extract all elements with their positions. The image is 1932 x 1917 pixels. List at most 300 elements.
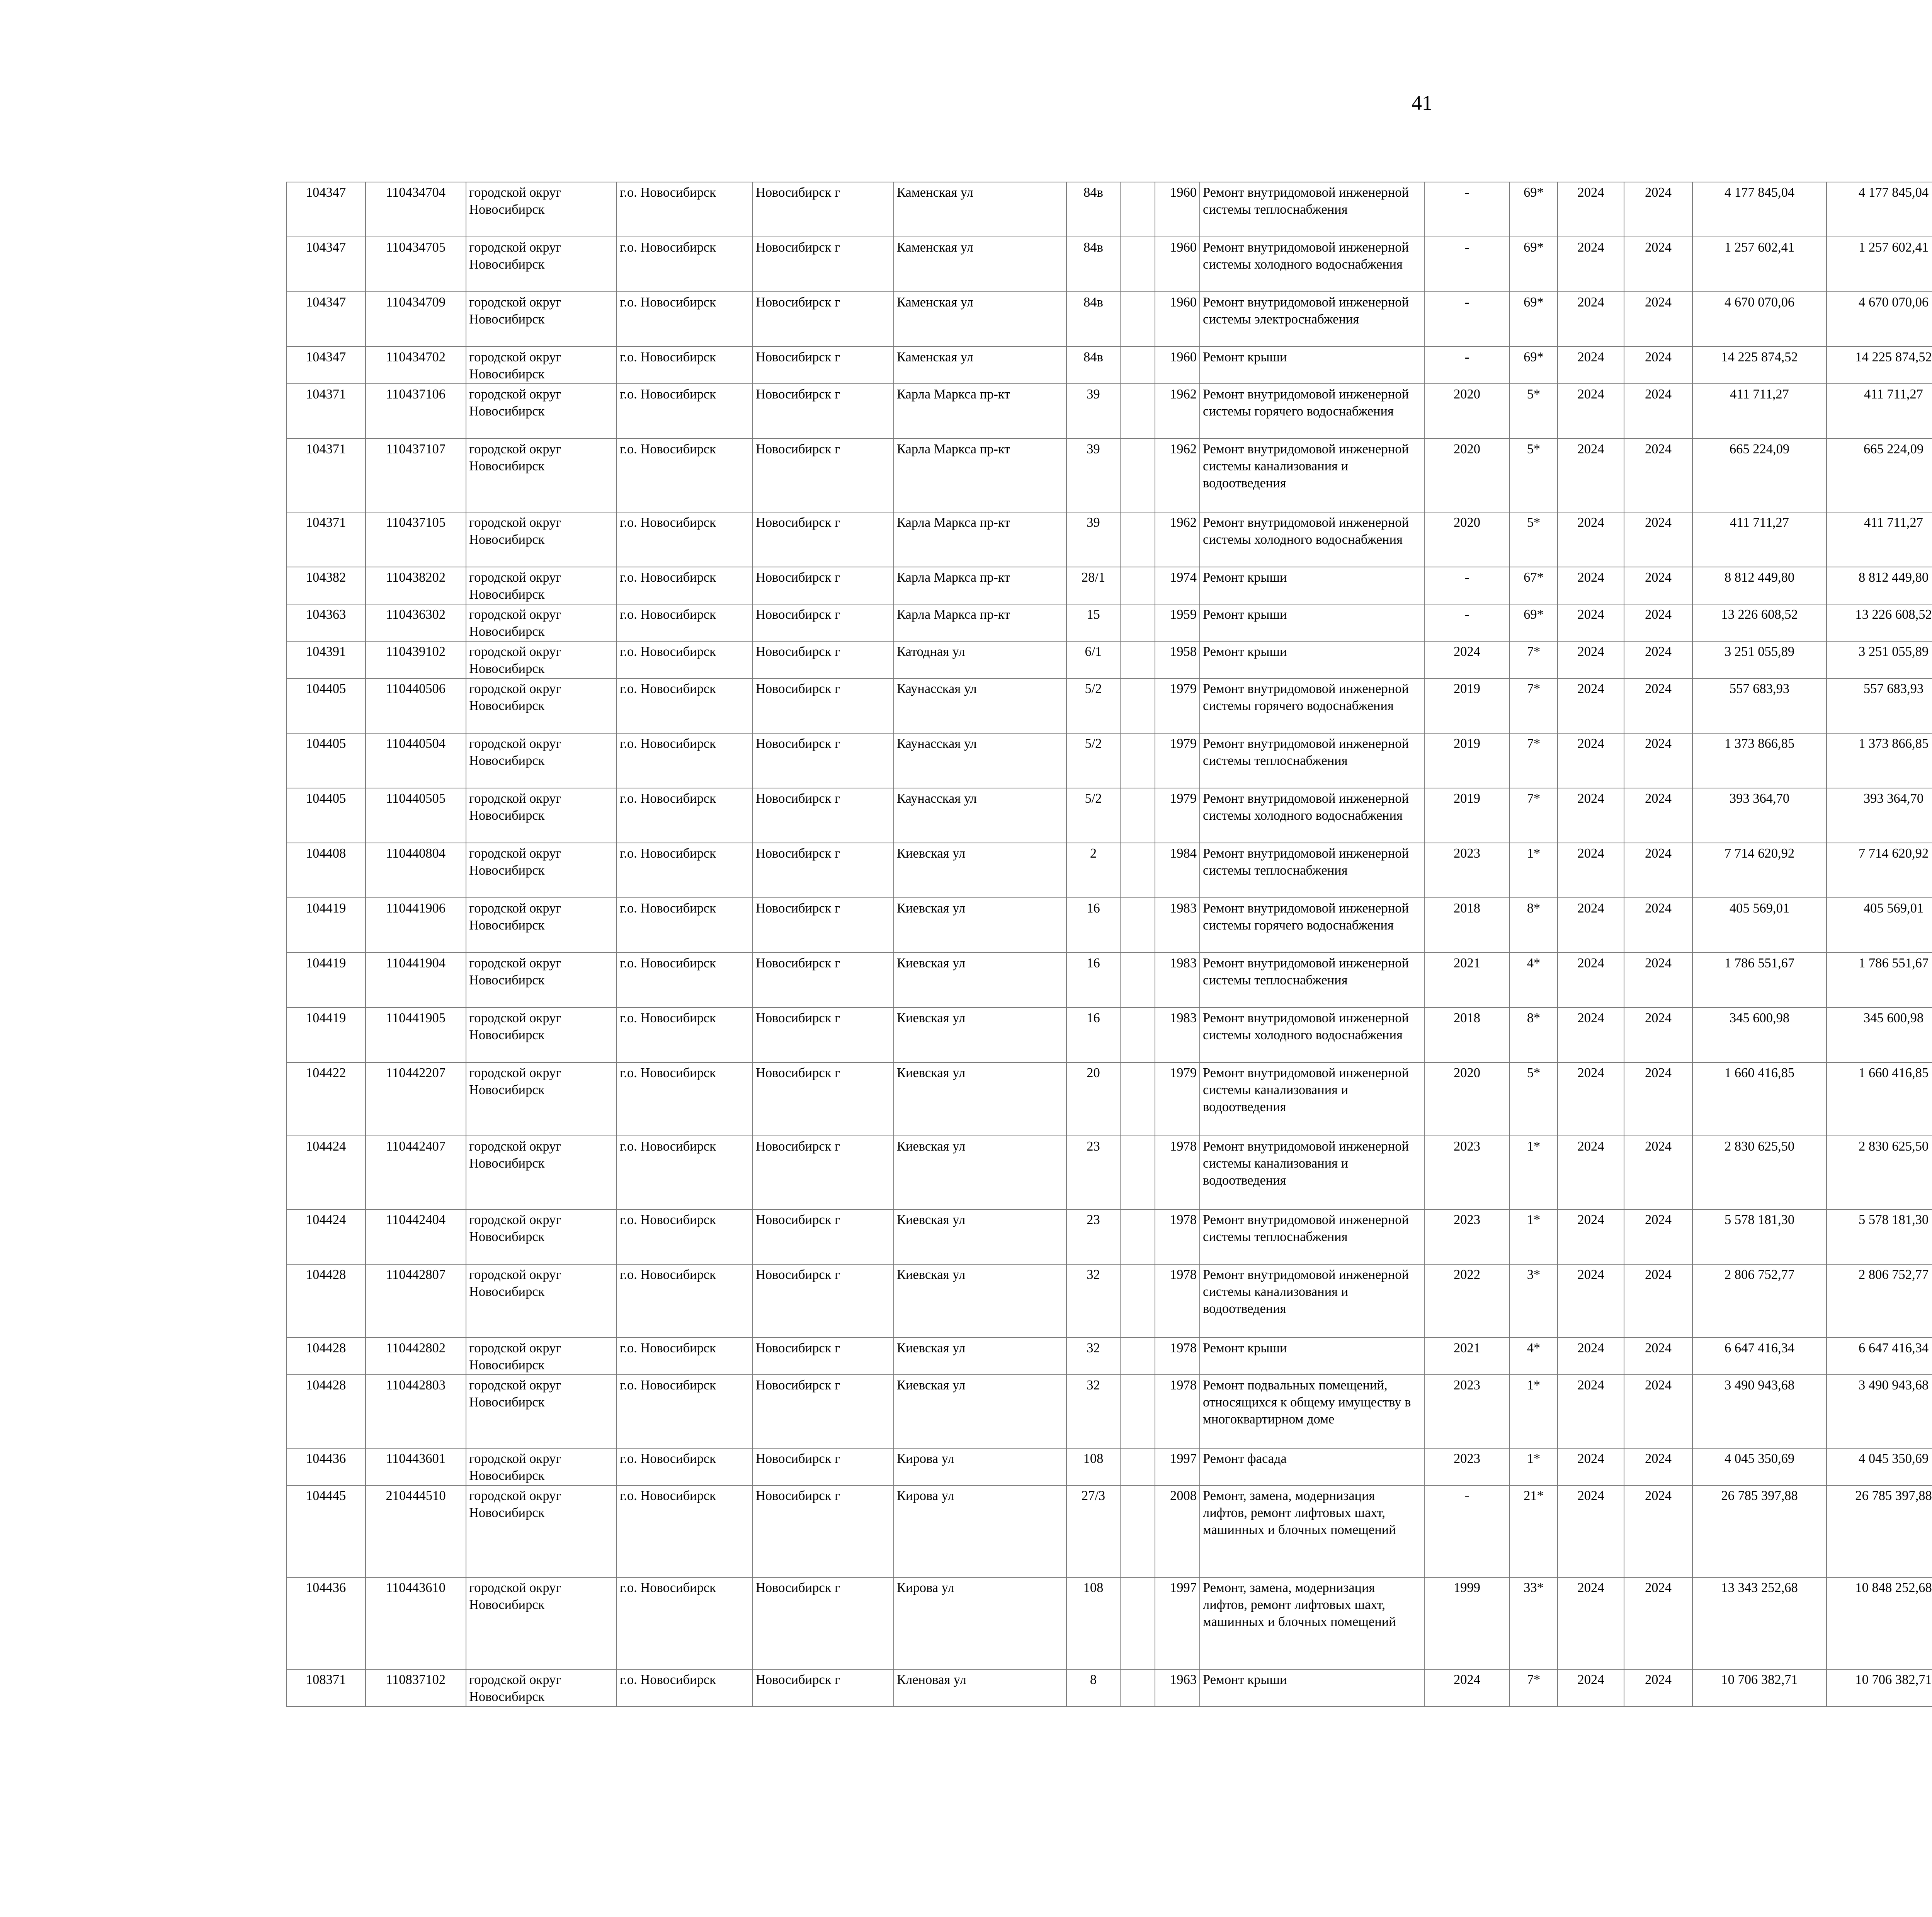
total-cost-cell: 1 373 866,85 xyxy=(1692,733,1827,788)
priority-cell: 5* xyxy=(1510,512,1558,567)
municipality-cell: г.о. Новосибирск xyxy=(617,1485,753,1577)
locality-cell: Новосибирск г xyxy=(753,678,894,733)
total-cost-cell: 26 785 397,88 xyxy=(1692,1485,1827,1577)
building-cell xyxy=(1120,1136,1155,1209)
municipal-district-cell: городской округ Новосибирск xyxy=(466,1209,617,1264)
work-id-cell: 110437107 xyxy=(366,439,466,512)
building-cell xyxy=(1120,898,1155,953)
locality-cell: Новосибирск г xyxy=(753,843,894,898)
registry-number-cell: 104424 xyxy=(286,1136,366,1209)
last-repair-year-cell: 2023 xyxy=(1424,843,1510,898)
last-repair-year-cell: 2023 xyxy=(1424,1375,1510,1448)
building-cell xyxy=(1120,604,1155,641)
table-row xyxy=(286,1669,1932,1706)
house-number-cell: 5/2 xyxy=(1066,733,1120,788)
work-id-cell: 110440506 xyxy=(366,678,466,733)
end-year-cell: 2024 xyxy=(1624,1485,1692,1577)
work-type-cell: Ремонт, замена, модернизация лифтов, ремонт лифтовых шахт, машинных и блочных помещений xyxy=(1200,1485,1424,1577)
street-cell: Каменская ул xyxy=(894,292,1066,347)
registry-number-cell: 104347 xyxy=(286,182,366,237)
work-id-cell: 110442207 xyxy=(366,1062,466,1136)
work-type-cell: Ремонт внутридомовой инженерной системы горячего водоснабжения xyxy=(1200,678,1424,733)
house-number-cell: 23 xyxy=(1066,1136,1120,1209)
locality-cell: Новосибирск г xyxy=(753,788,894,843)
total-cost-cell: 1 257 602,41 xyxy=(1692,237,1827,292)
street-cell: Карла Маркса пр-кт xyxy=(894,567,1066,604)
municipality-cell: г.о. Новосибирск xyxy=(617,1136,753,1209)
table-row xyxy=(286,1264,1932,1338)
start-year-cell: 2024 xyxy=(1558,1448,1624,1485)
building-cell xyxy=(1120,1375,1155,1448)
end-year-cell: 2024 xyxy=(1624,641,1692,678)
priority-cell: 1* xyxy=(1510,1375,1558,1448)
end-year-cell: 2024 xyxy=(1624,292,1692,347)
table-row xyxy=(286,1448,1932,1485)
building-cell xyxy=(1120,733,1155,788)
locality-cell: Новосибирск г xyxy=(753,384,894,439)
priority-cell: 1* xyxy=(1510,1448,1558,1485)
municipality-cell: г.о. Новосибирск xyxy=(617,292,753,347)
street-cell: Киевская ул xyxy=(894,898,1066,953)
house-number-cell: 5/2 xyxy=(1066,788,1120,843)
registry-number-cell: 104371 xyxy=(286,439,366,512)
end-year-cell: 2024 xyxy=(1624,1062,1692,1136)
registry-number-cell: 104436 xyxy=(286,1448,366,1485)
house-number-cell: 39 xyxy=(1066,384,1120,439)
municipality-cell: г.о. Новосибирск xyxy=(617,843,753,898)
total-cost-cell: 411 711,27 xyxy=(1692,384,1827,439)
work-type-cell: Ремонт, замена, модернизация лифтов, ремонт лифтовых шахт, машинных и блочных помещений xyxy=(1200,1577,1424,1669)
table-row xyxy=(286,384,1932,439)
year-built-cell: 1978 xyxy=(1155,1375,1200,1448)
locality-cell: Новосибирск г xyxy=(753,567,894,604)
street-cell: Киевская ул xyxy=(894,1375,1066,1448)
street-cell: Киевская ул xyxy=(894,1136,1066,1209)
municipality-cell: г.о. Новосибирск xyxy=(617,1062,753,1136)
work-id-cell: 110434702 xyxy=(366,347,466,384)
municipal-district-cell: городской округ Новосибирск xyxy=(466,733,617,788)
end-year-cell: 2024 xyxy=(1624,567,1692,604)
year-built-cell: 1959 xyxy=(1155,604,1200,641)
fund-cost-cell: 4 045 350,69 xyxy=(1827,1448,1932,1485)
municipal-district-cell: городской округ Новосибирск xyxy=(466,843,617,898)
work-type-cell: Ремонт подвальных помещений, относящихся к общему имуществу в многоквартирном доме xyxy=(1200,1375,1424,1448)
street-cell: Кленовая ул xyxy=(894,1669,1066,1706)
house-number-cell: 15 xyxy=(1066,604,1120,641)
start-year-cell: 2024 xyxy=(1558,1264,1624,1338)
total-cost-cell: 8 812 449,80 xyxy=(1692,567,1827,604)
municipal-district-cell: городской округ Новосибирск xyxy=(466,237,617,292)
start-year-cell: 2024 xyxy=(1558,678,1624,733)
street-cell: Киевская ул xyxy=(894,843,1066,898)
municipal-district-cell: городской округ Новосибирск xyxy=(466,604,617,641)
year-built-cell: 1978 xyxy=(1155,1338,1200,1375)
year-built-cell: 1978 xyxy=(1155,1209,1200,1264)
total-cost-cell: 4 045 350,69 xyxy=(1692,1448,1827,1485)
municipal-district-cell: городской округ Новосибирск xyxy=(466,1485,617,1577)
municipality-cell: г.о. Новосибирск xyxy=(617,678,753,733)
work-type-cell: Ремонт внутридомовой инженерной системы холодного водоснабжения xyxy=(1200,512,1424,567)
fund-cost-cell: 411 711,27 xyxy=(1827,384,1932,439)
year-built-cell: 1978 xyxy=(1155,1264,1200,1338)
end-year-cell: 2024 xyxy=(1624,1136,1692,1209)
locality-cell: Новосибирск г xyxy=(753,604,894,641)
work-id-cell: 110442407 xyxy=(366,1136,466,1209)
fund-cost-cell: 10 848 252,68 xyxy=(1827,1577,1932,1669)
locality-cell: Новосибирск г xyxy=(753,512,894,567)
municipality-cell: г.о. Новосибирск xyxy=(617,1209,753,1264)
start-year-cell: 2024 xyxy=(1558,1062,1624,1136)
house-number-cell: 32 xyxy=(1066,1375,1120,1448)
last-repair-year-cell: 2024 xyxy=(1424,1669,1510,1706)
year-built-cell: 1997 xyxy=(1155,1448,1200,1485)
registry-number-cell: 104419 xyxy=(286,898,366,953)
work-id-cell: 110437105 xyxy=(366,512,466,567)
page-number: 41 xyxy=(1412,91,1432,114)
municipal-district-cell: городской округ Новосибирск xyxy=(466,1577,617,1669)
end-year-cell: 2024 xyxy=(1624,1008,1692,1062)
priority-cell: 69* xyxy=(1510,292,1558,347)
last-repair-year-cell: - xyxy=(1424,567,1510,604)
priority-cell: 8* xyxy=(1510,1008,1558,1062)
fund-cost-cell: 405 569,01 xyxy=(1827,898,1932,953)
work-id-cell: 110442803 xyxy=(366,1375,466,1448)
registry-number-cell: 104347 xyxy=(286,347,366,384)
locality-cell: Новосибирск г xyxy=(753,953,894,1008)
year-built-cell: 1962 xyxy=(1155,384,1200,439)
year-built-cell: 2008 xyxy=(1155,1485,1200,1577)
house-number-cell: 39 xyxy=(1066,439,1120,512)
total-cost-cell: 665 224,09 xyxy=(1692,439,1827,512)
locality-cell: Новосибирск г xyxy=(753,439,894,512)
work-id-cell: 110443610 xyxy=(366,1577,466,1669)
year-built-cell: 1958 xyxy=(1155,641,1200,678)
end-year-cell: 2024 xyxy=(1624,1669,1692,1706)
table-row xyxy=(286,237,1932,292)
priority-cell: 3* xyxy=(1510,1264,1558,1338)
municipality-cell: г.о. Новосибирск xyxy=(617,567,753,604)
start-year-cell: 2024 xyxy=(1558,953,1624,1008)
start-year-cell: 2024 xyxy=(1558,788,1624,843)
house-number-cell: 8 xyxy=(1066,1669,1120,1706)
table-row xyxy=(286,347,1932,384)
municipality-cell: г.о. Новосибирск xyxy=(617,1375,753,1448)
registry-number-cell: 104424 xyxy=(286,1209,366,1264)
total-cost-cell: 10 706 382,71 xyxy=(1692,1669,1827,1706)
last-repair-year-cell: - xyxy=(1424,292,1510,347)
last-repair-year-cell: 2019 xyxy=(1424,733,1510,788)
year-built-cell: 1963 xyxy=(1155,1669,1200,1706)
year-built-cell: 1960 xyxy=(1155,182,1200,237)
municipality-cell: г.о. Новосибирск xyxy=(617,898,753,953)
street-cell: Кирова ул xyxy=(894,1485,1066,1577)
municipal-district-cell: городской округ Новосибирск xyxy=(466,1669,617,1706)
last-repair-year-cell: 2023 xyxy=(1424,1209,1510,1264)
start-year-cell: 2024 xyxy=(1558,898,1624,953)
registry-number-cell: 104347 xyxy=(286,292,366,347)
priority-cell: 7* xyxy=(1510,1669,1558,1706)
municipality-cell: г.о. Новосибирск xyxy=(617,1008,753,1062)
table-row xyxy=(286,439,1932,512)
table-row xyxy=(286,567,1932,604)
work-type-cell: Ремонт фасада xyxy=(1200,1448,1424,1485)
start-year-cell: 2024 xyxy=(1558,237,1624,292)
start-year-cell: 2024 xyxy=(1558,347,1624,384)
building-cell xyxy=(1120,439,1155,512)
work-type-cell: Ремонт крыши xyxy=(1200,567,1424,604)
start-year-cell: 2024 xyxy=(1558,1338,1624,1375)
year-built-cell: 1978 xyxy=(1155,1136,1200,1209)
table-row xyxy=(286,604,1932,641)
work-id-cell: 110434704 xyxy=(366,182,466,237)
work-id-cell: 210444510 xyxy=(366,1485,466,1577)
end-year-cell: 2024 xyxy=(1624,604,1692,641)
fund-cost-cell: 13 226 608,52 xyxy=(1827,604,1932,641)
last-repair-year-cell: - xyxy=(1424,182,1510,237)
fund-cost-cell: 3 490 943,68 xyxy=(1827,1375,1932,1448)
building-cell xyxy=(1120,1264,1155,1338)
locality-cell: Новосибирск г xyxy=(753,1485,894,1577)
fund-cost-cell: 5 578 181,30 xyxy=(1827,1209,1932,1264)
building-cell xyxy=(1120,512,1155,567)
locality-cell: Новосибирск г xyxy=(753,1008,894,1062)
year-built-cell: 1983 xyxy=(1155,1008,1200,1062)
start-year-cell: 2024 xyxy=(1558,604,1624,641)
street-cell: Каунасская ул xyxy=(894,788,1066,843)
priority-cell: 1* xyxy=(1510,1209,1558,1264)
fund-cost-cell: 1 786 551,67 xyxy=(1827,953,1932,1008)
street-cell: Карла Маркса пр-кт xyxy=(894,512,1066,567)
work-id-cell: 110434705 xyxy=(366,237,466,292)
street-cell: Киевская ул xyxy=(894,1209,1066,1264)
registry-number-cell: 104422 xyxy=(286,1062,366,1136)
total-cost-cell: 4 670 070,06 xyxy=(1692,292,1827,347)
total-cost-cell: 405 569,01 xyxy=(1692,898,1827,953)
registry-number-cell: 104419 xyxy=(286,1008,366,1062)
fund-cost-cell: 4 670 070,06 xyxy=(1827,292,1932,347)
table-row xyxy=(286,1375,1932,1448)
end-year-cell: 2024 xyxy=(1624,182,1692,237)
registry-number-cell: 104371 xyxy=(286,512,366,567)
last-repair-year-cell: - xyxy=(1424,604,1510,641)
building-cell xyxy=(1120,843,1155,898)
priority-cell: 7* xyxy=(1510,678,1558,733)
last-repair-year-cell: 2023 xyxy=(1424,1448,1510,1485)
street-cell: Каунасская ул xyxy=(894,733,1066,788)
locality-cell: Новосибирск г xyxy=(753,1448,894,1485)
year-built-cell: 1983 xyxy=(1155,898,1200,953)
street-cell: Карла Маркса пр-кт xyxy=(894,439,1066,512)
municipality-cell: г.о. Новосибирск xyxy=(617,347,753,384)
fund-cost-cell: 345 600,98 xyxy=(1827,1008,1932,1062)
priority-cell: 33* xyxy=(1510,1577,1558,1669)
registry-number-cell: 104428 xyxy=(286,1375,366,1448)
street-cell: Киевская ул xyxy=(894,953,1066,1008)
building-cell xyxy=(1120,1209,1155,1264)
municipal-district-cell: городской округ Новосибирск xyxy=(466,1338,617,1375)
work-type-cell: Ремонт внутридомовой инженерной системы холодного водоснабжения xyxy=(1200,788,1424,843)
priority-cell: 69* xyxy=(1510,347,1558,384)
municipality-cell: г.о. Новосибирск xyxy=(617,788,753,843)
municipal-district-cell: городской округ Новосибирск xyxy=(466,898,617,953)
work-id-cell: 110439102 xyxy=(366,641,466,678)
year-built-cell: 1983 xyxy=(1155,953,1200,1008)
work-id-cell: 110437106 xyxy=(366,384,466,439)
start-year-cell: 2024 xyxy=(1558,1008,1624,1062)
municipal-district-cell: городской округ Новосибирск xyxy=(466,182,617,237)
last-repair-year-cell: 2019 xyxy=(1424,678,1510,733)
last-repair-year-cell: 2020 xyxy=(1424,439,1510,512)
registry-number-cell: 104405 xyxy=(286,788,366,843)
locality-cell: Новосибирск г xyxy=(753,1209,894,1264)
municipality-cell: г.о. Новосибирск xyxy=(617,1448,753,1485)
locality-cell: Новосибирск г xyxy=(753,733,894,788)
street-cell: Катодная ул xyxy=(894,641,1066,678)
year-built-cell: 1960 xyxy=(1155,292,1200,347)
year-built-cell: 1962 xyxy=(1155,512,1200,567)
works-table-container xyxy=(286,182,1932,1707)
work-type-cell: Ремонт внутридомовой инженерной системы теплоснабжения xyxy=(1200,953,1424,1008)
fund-cost-cell: 2 830 625,50 xyxy=(1827,1136,1932,1209)
municipality-cell: г.о. Новосибирск xyxy=(617,1264,753,1338)
locality-cell: Новосибирск г xyxy=(753,1577,894,1669)
table-row xyxy=(286,843,1932,898)
end-year-cell: 2024 xyxy=(1624,953,1692,1008)
priority-cell: 7* xyxy=(1510,641,1558,678)
building-cell xyxy=(1120,1485,1155,1577)
locality-cell: Новосибирск г xyxy=(753,1669,894,1706)
fund-cost-cell: 1 373 866,85 xyxy=(1827,733,1932,788)
municipal-district-cell: городской округ Новосибирск xyxy=(466,953,617,1008)
work-type-cell: Ремонт внутридомовой инженерной системы горячего водоснабжения xyxy=(1200,898,1424,953)
building-cell xyxy=(1120,292,1155,347)
priority-cell: 21* xyxy=(1510,1485,1558,1577)
total-cost-cell: 1 660 416,85 xyxy=(1692,1062,1827,1136)
municipal-district-cell: городской округ Новосибирск xyxy=(466,292,617,347)
last-repair-year-cell: 2019 xyxy=(1424,788,1510,843)
municipality-cell: г.о. Новосибирск xyxy=(617,1338,753,1375)
municipal-district-cell: городской округ Новосибирск xyxy=(466,347,617,384)
house-number-cell: 27/3 xyxy=(1066,1485,1120,1577)
fund-cost-cell: 393 364,70 xyxy=(1827,788,1932,843)
last-repair-year-cell: 1999 xyxy=(1424,1577,1510,1669)
total-cost-cell: 7 714 620,92 xyxy=(1692,843,1827,898)
registry-number-cell: 108371 xyxy=(286,1669,366,1706)
year-built-cell: 1960 xyxy=(1155,347,1200,384)
registry-number-cell: 104405 xyxy=(286,678,366,733)
work-type-cell: Ремонт внутридомовой инженерной системы холодного водоснабжения xyxy=(1200,237,1424,292)
house-number-cell: 84в xyxy=(1066,292,1120,347)
building-cell xyxy=(1120,788,1155,843)
municipal-district-cell: городской округ Новосибирск xyxy=(466,1448,617,1485)
total-cost-cell: 13 343 252,68 xyxy=(1692,1577,1827,1669)
year-built-cell: 1962 xyxy=(1155,439,1200,512)
table-row xyxy=(286,733,1932,788)
table-row xyxy=(286,1136,1932,1209)
start-year-cell: 2024 xyxy=(1558,1485,1624,1577)
work-type-cell: Ремонт крыши xyxy=(1200,347,1424,384)
end-year-cell: 2024 xyxy=(1624,678,1692,733)
fund-cost-cell: 2 806 752,77 xyxy=(1827,1264,1932,1338)
locality-cell: Новосибирск г xyxy=(753,237,894,292)
work-type-cell: Ремонт внутридомовой инженерной системы канализования и водоотведения xyxy=(1200,1062,1424,1136)
registry-number-cell: 104445 xyxy=(286,1485,366,1577)
locality-cell: Новосибирск г xyxy=(753,1338,894,1375)
registry-number-cell: 104363 xyxy=(286,604,366,641)
start-year-cell: 2024 xyxy=(1558,512,1624,567)
work-type-cell: Ремонт внутридомовой инженерной системы канализования и водоотведения xyxy=(1200,439,1424,512)
end-year-cell: 2024 xyxy=(1624,237,1692,292)
fund-cost-cell: 26 785 397,88 xyxy=(1827,1485,1932,1577)
work-type-cell: Ремонт внутридомовой инженерной системы электроснабжения xyxy=(1200,292,1424,347)
end-year-cell: 2024 xyxy=(1624,1264,1692,1338)
building-cell xyxy=(1120,1669,1155,1706)
year-built-cell: 1979 xyxy=(1155,1062,1200,1136)
start-year-cell: 2024 xyxy=(1558,733,1624,788)
street-cell: Киевская ул xyxy=(894,1264,1066,1338)
street-cell: Киевская ул xyxy=(894,1338,1066,1375)
house-number-cell: 6/1 xyxy=(1066,641,1120,678)
street-cell: Киевская ул xyxy=(894,1008,1066,1062)
year-built-cell: 1979 xyxy=(1155,788,1200,843)
registry-number-cell: 104408 xyxy=(286,843,366,898)
fund-cost-cell: 411 711,27 xyxy=(1827,512,1932,567)
municipal-district-cell: городской округ Новосибирск xyxy=(466,1264,617,1338)
table-row xyxy=(286,292,1932,347)
work-type-cell: Ремонт крыши xyxy=(1200,1669,1424,1706)
fund-cost-cell: 8 812 449,80 xyxy=(1827,567,1932,604)
priority-cell: 7* xyxy=(1510,733,1558,788)
fund-cost-cell: 6 647 416,34 xyxy=(1827,1338,1932,1375)
fund-cost-cell: 665 224,09 xyxy=(1827,439,1932,512)
street-cell: Каунасская ул xyxy=(894,678,1066,733)
municipal-district-cell: городской округ Новосибирск xyxy=(466,678,617,733)
last-repair-year-cell: 2021 xyxy=(1424,1338,1510,1375)
work-type-cell: Ремонт крыши xyxy=(1200,604,1424,641)
table-row xyxy=(286,1209,1932,1264)
municipal-district-cell: городской округ Новосибирск xyxy=(466,641,617,678)
work-id-cell: 110434709 xyxy=(366,292,466,347)
work-id-cell: 110442404 xyxy=(366,1209,466,1264)
priority-cell: 69* xyxy=(1510,182,1558,237)
municipal-district-cell: городской округ Новосибирск xyxy=(466,567,617,604)
year-built-cell: 1997 xyxy=(1155,1577,1200,1669)
building-cell xyxy=(1120,1577,1155,1669)
building-cell xyxy=(1120,678,1155,733)
house-number-cell: 16 xyxy=(1066,1008,1120,1062)
end-year-cell: 2024 xyxy=(1624,788,1692,843)
house-number-cell: 28/1 xyxy=(1066,567,1120,604)
street-cell: Кирова ул xyxy=(894,1577,1066,1669)
priority-cell: 7* xyxy=(1510,788,1558,843)
last-repair-year-cell: 2020 xyxy=(1424,384,1510,439)
municipal-district-cell: городской округ Новосибирск xyxy=(466,1008,617,1062)
municipal-district-cell: городской округ Новосибирск xyxy=(466,1136,617,1209)
building-cell xyxy=(1120,384,1155,439)
start-year-cell: 2024 xyxy=(1558,439,1624,512)
house-number-cell: 32 xyxy=(1066,1264,1120,1338)
table-row xyxy=(286,678,1932,733)
registry-number-cell: 104391 xyxy=(286,641,366,678)
priority-cell: 69* xyxy=(1510,237,1558,292)
locality-cell: Новосибирск г xyxy=(753,898,894,953)
last-repair-year-cell: 2020 xyxy=(1424,1062,1510,1136)
priority-cell: 8* xyxy=(1510,898,1558,953)
municipal-district-cell: городской округ Новосибирск xyxy=(466,512,617,567)
priority-cell: 5* xyxy=(1510,1062,1558,1136)
fund-cost-cell: 3 251 055,89 xyxy=(1827,641,1932,678)
priority-cell: 1* xyxy=(1510,1136,1558,1209)
